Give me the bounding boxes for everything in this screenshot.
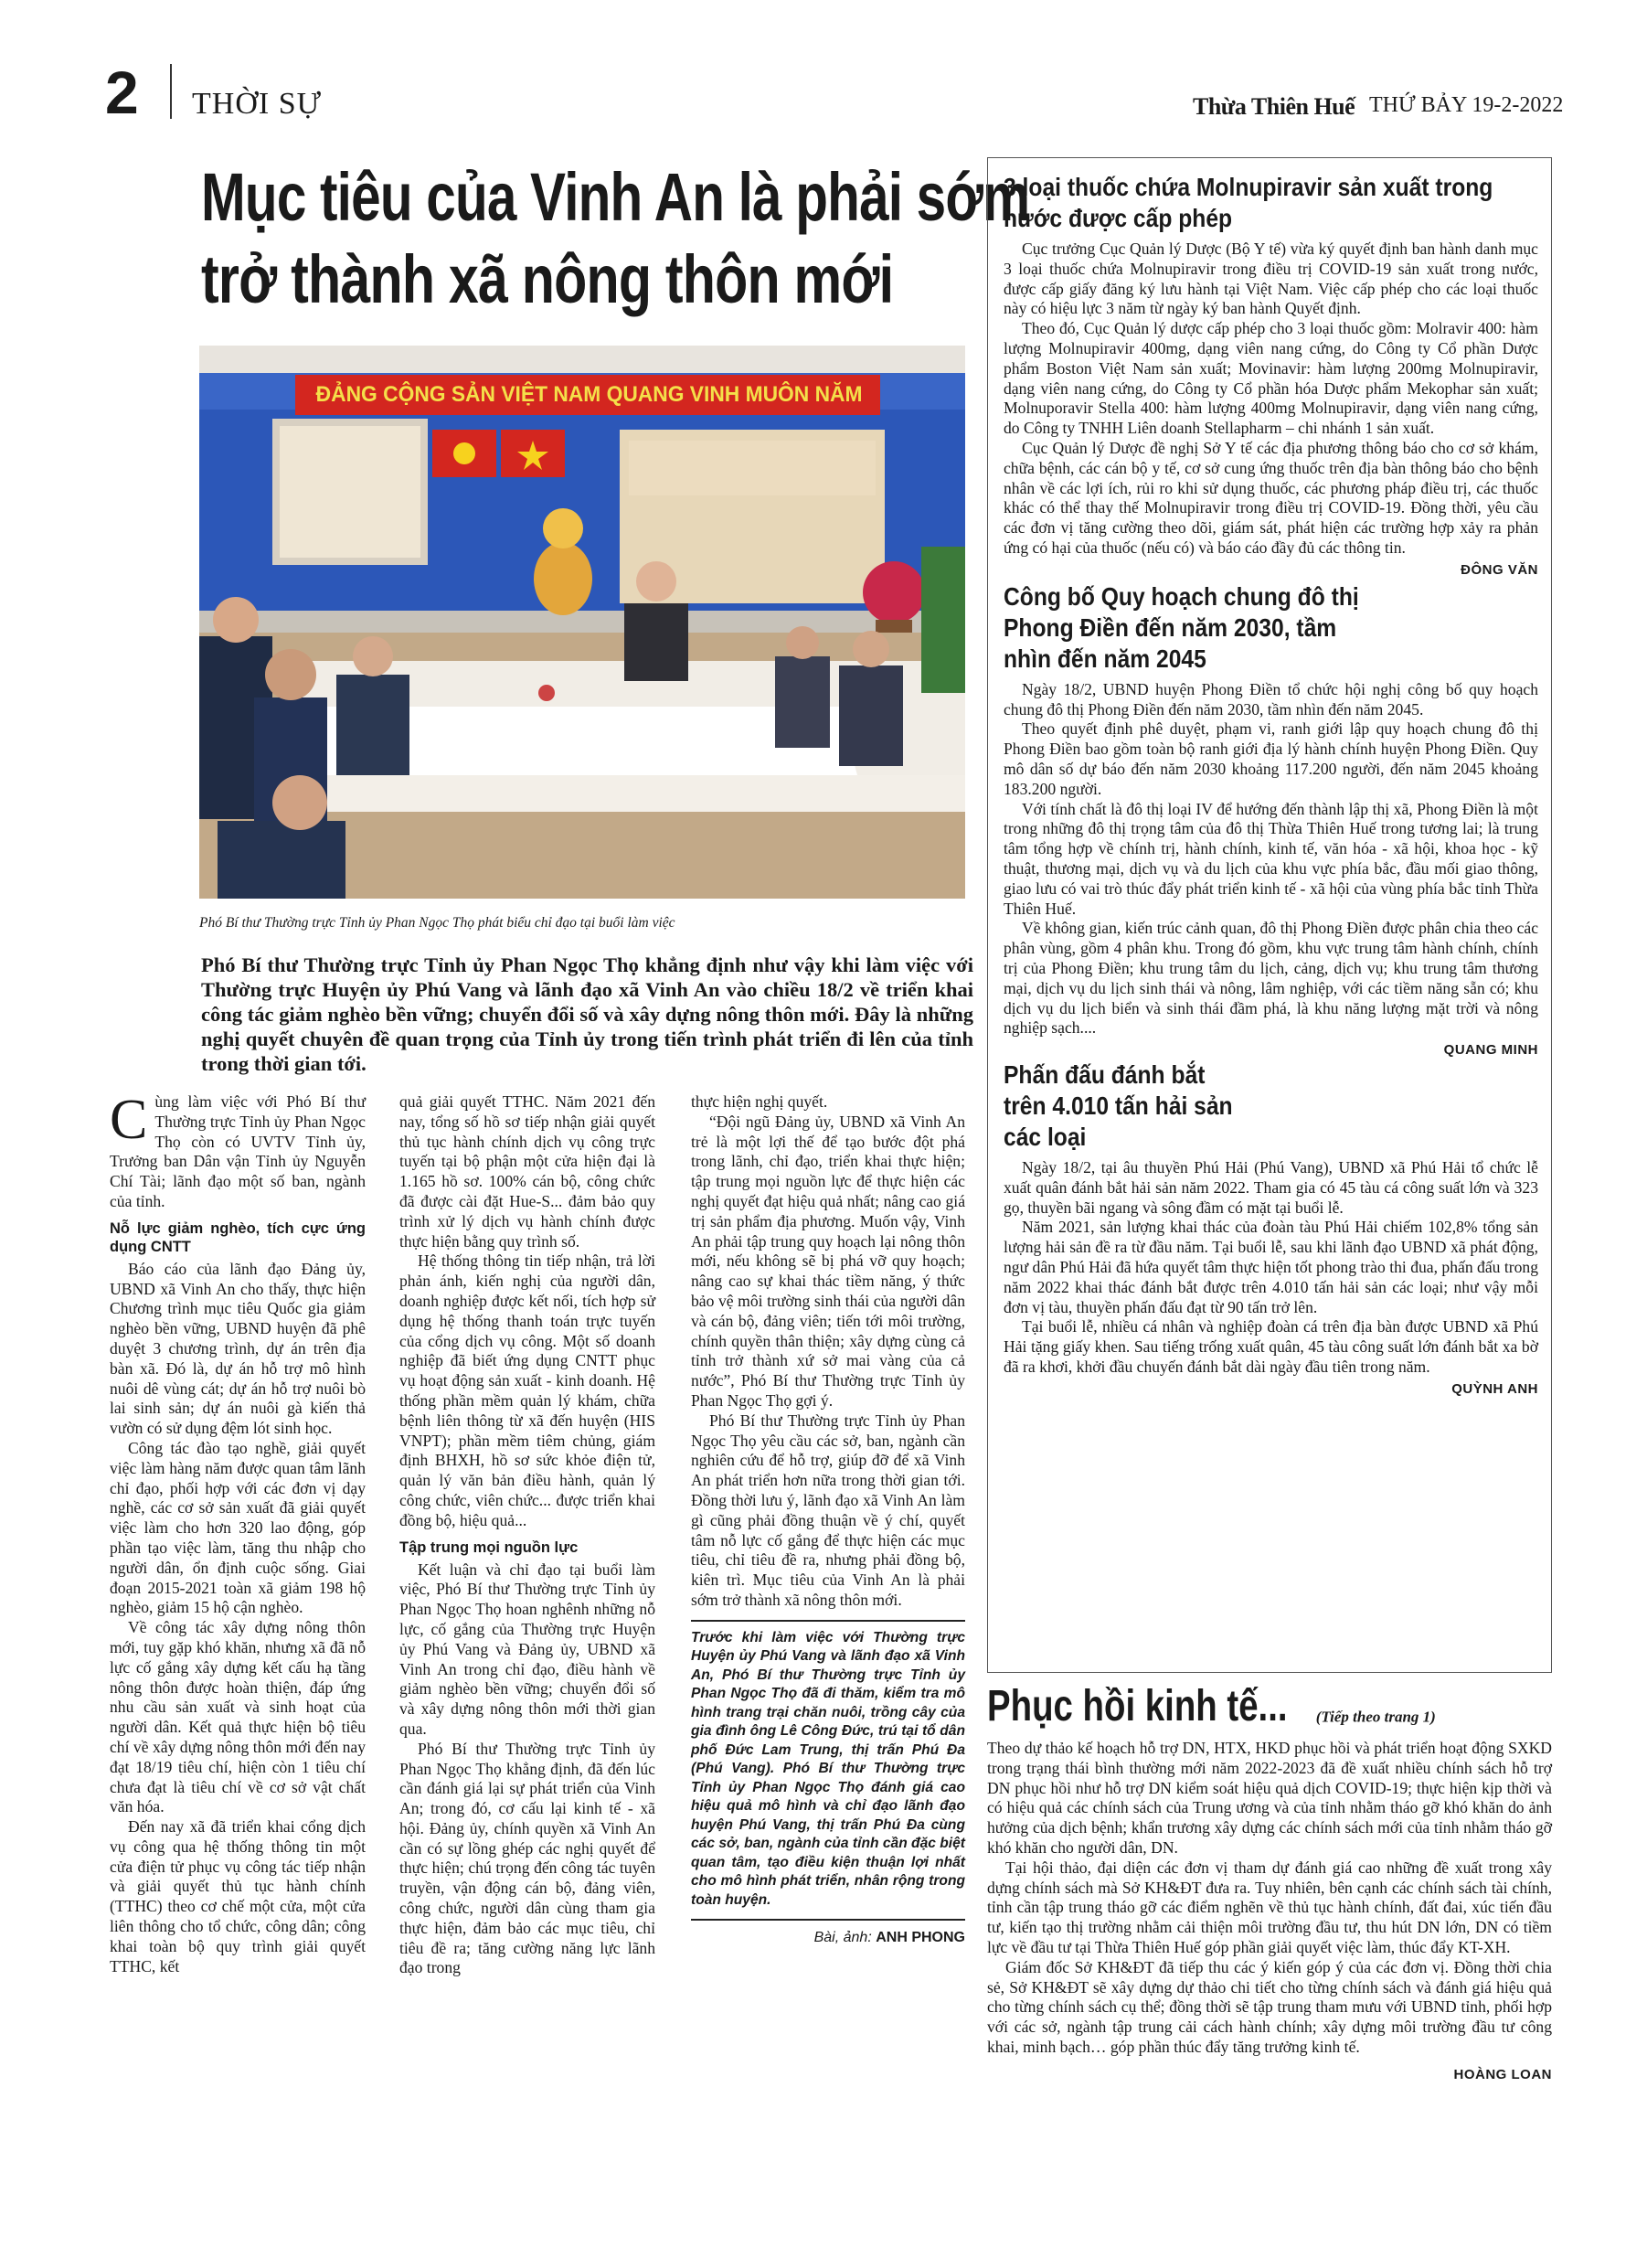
recovery-byline: HOÀNG LOAN — [1453, 2066, 1552, 2082]
recovery-continued: (Tiếp theo trang 1) — [1315, 1708, 1436, 1726]
recovery-title: Phục hồi kinh tế... — [987, 1682, 1288, 1730]
page-number: 2 — [105, 59, 139, 126]
intro-paragraph: Cùng làm việc với Phó Bí thư Thường trực Tỉnh ủy Phan Ngọc Thọ còn có UVTV Tỉnh ủy, Trưởng ban Dân vận Tỉnh ủy Nguyễn Chí Tài; lãnh đạo một số ban, ngành của tỉnh. — [110, 1089, 366, 1210]
story-phong-dien-title: Công bố Quy hoạch chung đô thị Phong Điền đến năm 2030, tầm nhìn đến năm 2045 — [1004, 581, 1359, 673]
story-fishing-title: Phấn đấu đánh bắt trên 4.010 tấn hải sản các loại — [1004, 1060, 1233, 1152]
story-phong-dien: Công bố Quy hoạch chung đô thị Phong Điền đến năm 2030, tầm nhìn đến năm 2045 Ngày 18/2, UBND huyện Phong Điền tổ chức hội nghị công bố quy hoạch chung đô thị Phong Điền đến năm 2030, tầm nhìn đến năm 2045. Theo quyết định phê duyệt, phạm vi, ranh giới lập quy hoạch chung đô thị Phong Điền bao gồm toàn bộ ranh giới địa lý hành chính huyện Phong Điền. Quy mô dân số dự báo đến năm 2030 khoảng 117.200 người, đến năm 2045 khoảng 183.200 người. Với tính chất là đô thị loại IV để hướng đến thành lập thị xã, Phong Điền là một trong những đô thị trọng tâm của đô thị Thừa Thiên Huế trong tương lai; là trung tâm tổng hợp về chính trị, hành chính, kinh tế, văn hóa - xã hội, khoa học - kỹ thuật, thương mại, dịch vụ và du lịch của khu vực phía bắc, đầu mối giao thông, giao lưu có vai trò thúc đẩy phát triển kinh tế - xã hội của vùng phía bắc tỉnh Thừa Thiên Huế. Về không gian, kiến trúc cảnh quan, đô thị Phong Điền được phân chia theo các phân vùng, gồm 4 phân khu. Trong đó gồm, khu vực trung tâm hành chính, chính trị của Phong Điền; khu trung tâm du lịch, cảng, dịch vụ; khu trung tâm thương mại, dịch vụ du lịch sinh thái và nông, lâm nghiệp, với các tiềm năng sẵn có; khu dịch vụ du lịch biển và sinh thái đầm phá, là khu năng lượng mặt trời và nông nghiệp sạch.... QUANG MINH — [1004, 581, 1538, 1059]
article-column-2: quả giải quyết TTHC. Năm 2021 đến nay, tổng số hồ sơ tiếp nhận giải quyết thủ tục hành chính dịch vụ công trực tuyến tại bộ phận một cửa hiện đại là 1.165 hồ sơ. 100% cán bộ, công chức đã được cài đặt Hue-S... đảm bảo quy trình xử lý dịch vụ hành chính được thực hiện bằng quy trình số. Hệ thống thông tin tiếp nhận, trả lời phản ánh, kiến nghị của người dân, doanh nghiệp được kết nối, tích hợp sử dụng hệ thống thanh toán trực tuyến của cổng dịch vụ công. Một số doanh nghiệp đã biết ứng dụng CNTT phục vụ hoạt động sản xuất - kinh doanh. Hệ thống phần mềm quản lý khám, chữa bệnh liên thông từ xã đến huyện (HIS VNPT); phần mềm tiêm chủng, giám định BHXH, hồ sơ sức khỏe điện tử, quản lý văn bản điều hành, quản lý công chức, viên chức... được triển khai đồng bộ, hiệu quả... Tập trung mọi nguồn lực Kết luận và chỉ đạo tại buổi làm việc, Phó Bí thư Thường trực Tỉnh ủy Phan Ngọc Thọ hoan nghênh những nỗ lực, cố gắng của Thường trực Huyện ủy Phú Vang và Đảng ủy, UBND xã Vinh An trong chỉ đạo, điều hành về giảm nghèo bền vững; chuyển đổi số và xây dựng nông thôn mới thời gian qua. Phó Bí thư Thường trực Tỉnh ủy Phan Ngọc Thọ khẳng định, đã đến lúc cần đánh giá lại sự phát triển của Vinh An; trong đó, cơ cấu lại kinh tế - xã hội. Đảng ủy, chính quyền xã Vinh An cần có sự lồng ghép các nghị quyết để thực hiện; chú trọng đến công tác tuyên truyền, vận động cán bộ, đảng viên, công chức, người dân cùng tham gia thực hiện, đảm bảo các mục tiêu, chỉ tiêu đề ra; tăng cường năng lực lãnh đạo trong — [399, 1092, 655, 1977]
issue-date: THỨ BẢY 19-2-2022 — [1369, 93, 1564, 117]
headline-line-1: Mục tiêu của Vinh An là phải sớm — [201, 159, 1030, 235]
dropcap: C — [110, 1089, 148, 1151]
header-divider — [170, 64, 172, 119]
photo-caption: Phó Bí thư Thường trực Tỉnh ủy Phan Ngọc Thọ phát biểu chỉ đạo tại buổi làm việc — [199, 915, 675, 931]
section-name: THỜI SỰ — [192, 87, 322, 121]
story-molnupiravir: 3 loại thuốc chứa Molnupiravir sản xuất trong nước được cấp phép Cục trưởng Cục Quản lý Dược (Bộ Y tế) vừa ký quyết định ban hành danh mục 3 loại thuốc chứa Molnupiravir trong điều trị COVID-19 sản xuất trong nước, được cấp giấy đăng ký lưu hành tại Việt Nam. Việc cấp phép cho các loại thuốc này có hiệu lực 3 năm từ ngày ký ban hành Quyết định. Theo đó, Cục Quản lý dược cấp phép cho 3 loại thuốc gồm: Molravir 400: hàm lượng Molnupiravir 400mg, dạng viên nang cứng, do Công ty Cổ phần Dược phẩm Boston Việt Nam sản xuất; Movinavir: hàm lượng 200mg Molnupiravir, dạng viên nang cứng, do Công ty Cổ phần hóa Dược phẩm Mekophar sản xuất; Molnuporavir Stella 400: hàm lượng 400mg Molnupiravir, dạng viên nang cứng, do Công ty TNHH Liên doanh Stellapharm – chi nhánh 1 sản xuất. Cục Quản lý Dược đề nghị Sở Y tế các địa phương thông báo cho cơ sở khám, chữa bệnh, các cán bộ y tế, cơ sở cung ứng thuốc trên địa bàn thông báo cho bệnh nhân về các lợi ích, rủi ro khi sử dụng thuốc, các phương pháp điều trị, các thuốc khác có thể thay thế Molnupiravir trong điều trị COVID-19. Đồng thời, yêu cầu các đơn vị tăng cường theo dõi, giám sát, phát hiện các trường hợp xảy ra phản ứng có hại của thuốc (nếu có) và báo cáo đầy đủ các thông tin. ĐÔNG VĂN — [1004, 173, 1538, 578]
subhead-poverty: Nỗ lực giảm nghèo, tích cực ứng dụng CNTT — [110, 1219, 366, 1255]
article-lead: Phó Bí thư Thường trực Tỉnh ủy Phan Ngọc Thọ khẳng định như vậy khi làm việc với Thường trực Huyện ủy Phú Vang và lãnh đạo xã Vinh An vào chiều 18/2 về triển khai công tác giảm nghèo bền vững; chuyển đổi số và xây dựng nông thôn mới. Đây là những nghị quyết chuyên đề quan trọng của Tỉnh ủy trong tiến trình phát triển đi lên của tỉnh trong thời gian tới. — [201, 953, 973, 1075]
sidebar — [1004, 172, 1538, 1397]
page-header — [0, 0, 1647, 137]
article-column-1: Cùng làm việc với Phó Bí thư Thường trực Tỉnh ủy Phan Ngọc Thọ còn có UVTV Tỉnh ủy, Trưởng ban Dân vận Tỉnh ủy Nguyễn Chí Tài; lãnh đạo một số ban, ngành của tỉnh. Nỗ lực giảm nghèo, tích cực ứng dụng CNTT Báo cáo của lãnh đạo Đảng ủy, UBND xã Vinh An cho thấy, thực hiện Chương trình mục tiêu Quốc gia giảm nghèo bền vững, UBND huyện đã phê duyệt 3 chương trình, dự án trên địa bàn xã. Đó là, dự án hỗ trợ mô hình nuôi dê vùng cát; dự án hỗ trợ nuôi bò lai sinh sản; dự án nuôi gà kiến thả vườn có sử dụng đệm lót sinh học. Công tác đào tạo nghề, giải quyết việc làm hàng năm được quan tâm lãnh chỉ đạo, phối hợp với các đơn vị dạy nghề, các cơ sở sản xuất đã giải quyết việc làm cho hơn 320 lao động, góp phần tạo việc làm, tăng thu nhập cho người dân, ổn định cuộc sống. Giai đoạn 2015-2021 toàn xã giảm 198 hộ nghèo, giảm 15 hộ cận nghèo. Về công tác xây dựng nông thôn mới, tuy gặp khó khăn, nhưng xã đã nỗ lực cố gắng xây dựng kết cấu hạ tầng nông thôn được hoàn thiện, đáp ứng nhu cầu sản xuất và sinh hoạt của người dân. Kết quả thực hiện bộ tiêu chí về xây dựng nông thôn mới đến nay đạt 18/19 tiêu chí, hiện còn 1 tiêu chí chưa đạt là tiêu chí về cơ sở vật chất văn hóa. Đến nay xã đã triển khai cổng dịch vụ công qua hệ thống thông tin một cửa điện tử phục vụ công tác tiếp nhận và giải quyết thủ tục hành chính (TTHC) theo cơ chế một cửa, một cửa liên thông cho tổ chức, công dân; công khai toàn bộ quy trình giải quyết TTHC, kết — [110, 1089, 366, 1975]
headline-line-2: trở thành xã nông thôn mới — [201, 241, 894, 317]
paper-name: Thừa Thiên Huế — [1193, 93, 1355, 120]
subhead-resources: Tập trung mọi nguồn lực — [399, 1539, 579, 1556]
photo-banner-text: ĐẢNG CỘNG SẢN VIỆT NAM QUANG VINH MUÔN NĂM — [315, 382, 863, 407]
main-photo — [199, 346, 965, 899]
story-fishing-byline: QUỲNH ANH — [1451, 1380, 1538, 1397]
article-note-box: Trước khi làm việc với Thường trực Huyện ủy Phú Vang và lãnh đạo xã Vinh An, Phó Bí thư Thường trực Tỉnh ủy Phan Ngọc Thọ đã đi thăm, kiểm tra mô hình trang trại chăn nuôi, trồng cây của gia đình ông Lê Công Đức, trú tại tổ dân phố Đức Lam Trung, thị trấn Phú Đa (Phú Vang). Phó Bí thư Thường trực Tỉnh ủy Phan Ngọc Thọ đánh giá cao hiệu quả mô hình và chỉ đạo lãnh đạo huyện Phú Vang, thị trấn Phú Đa cùng các sở, ban, ngành của tỉnh cần đặc biệt quan tâm, tạo điều kiện thuận lợi nhất cho mô hình phát triển, nhân rộng trong toàn huyện. — [691, 1620, 965, 1911]
recovery-heading — [987, 1680, 1552, 1733]
story-fishing: Phấn đấu đánh bắt trên 4.010 tấn hải sản các loại Ngày 18/2, tại âu thuyền Phú Hải (Phú Vang), UBND xã Phú Hải tổ chức lễ xuất quân đánh bắt hải sản năm 2022. Tham gia có 45 tàu cá công suất lớn và 323 gọ, thuyền bãi ngang và sông đầm có mặt tại buổi lễ. Năm 2021, sản lượng khai thác của đoàn tàu Phú Hải chiếm 102,8% tổng sản lượng hải sản đề ra từ đầu năm. Tại buổi lễ, sau khi lãnh đạo UBND xã phát động, ngư dân Phú Hải đã hứa quyết tâm thực hiện tốt phong trào thi đua, phấn đấu trong năm 2022 khai thác đánh bắt được trên 4.010 tấn hải sản các loại; như vậy mỗi đơn vị tàu, thuyền phấn đấu đạt từ 90 tấn trở lên. Tại buổi lễ, nhiều cá nhân và nghiệp đoàn cá trên địa bàn được UBND xã Phú Hải tặng giấy khen. Sau tiếng trống xuất quân, 45 tàu công suất lớn đánh bắt xa bờ đã ra khơi, khởi đầu chuyến đánh bắt dài ngày đầu tiên trong năm. QUỲNH ANH — [1004, 1060, 1538, 1397]
article-column-3: thực hiện nghị quyết. “Đội ngũ Đảng ủy, UBND xã Vinh An trẻ là một lợi thế để tạo bước đột phá trong lãnh, chỉ đạo, triển khai thực hiện; tập trung mọi nguồn lực để thực hiện các nghị quyết đạt hiệu quả nhất; nâng cao giá trị sản phẩm địa phương. Muốn vậy, Vinh An phải tập trung quy hoạch lại nông thôn mới, nếu không sẽ bị phá vỡ quy hoạch; nâng cao sự khai thác tiềm năng, ý thức bảo vệ môi trường sinh thái của người dân và cán bộ, đảng viên; tiến tới môi trường, chính quyền thân thiện; xây dựng cùng cả tỉnh trở thành xứ sở mai vàng của cả nước”, Phó Bí thư Thường trực Tỉnh ủy Phan Ngọc Thọ gợi ý. Phó Bí thư Thường trực Tỉnh ủy Phan Ngọc Thọ yêu cầu các sở, ban, ngành cần nghiên cứu để hỗ trợ, giúp đỡ để xã Vinh An phát triển hơn nữa trong thời gian tới. Đồng thời lưu ý, lãnh đạo xã Vinh An làm gì cũng phải đồng thuận về ý chí, quyết tâm nỗ lực cố gắng để thực hiện các mục tiêu, chỉ tiêu đề ra, nhưng phải đồng bộ, kiên trì. Mục tiêu của Vinh An là phải sớm trở thành xã nông thôn mới. Trước khi làm việc với Thường trực Huyện ủy Phú Vang và lãnh đạo xã Vinh An, Phó Bí thư Thường trực Tỉnh ủy Phan Ngọc Thọ đã đi thăm, kiểm tra mô hình trang trại chăn nuôi, trồng cây của gia đình ông Lê Công Đức, trú tại tổ dân phố Đức Lam Trung, thị trấn Phú Đa (Phú Vang). Phó Bí thư Thường trực Tỉnh ủy Phan Ngọc Thọ đánh giá cao hiệu quả mô hình và chỉ đạo lãnh đạo huyện Phú Vang, thị trấn Phú Đa cùng các sở, ban, ngành của tỉnh cần đặc biệt quan tâm, tạo điều kiện thuận lợi nhất cho mô hình phát triển, nhân rộng trong toàn huyện. Bài, ảnh: ANH PHONG — [691, 1092, 965, 1948]
story-phong-dien-byline: QUANG MINH — [1443, 1042, 1538, 1059]
article-byline: Bài, ảnh: ANH PHONG — [691, 1919, 965, 1948]
story-molnupiravir-byline: ĐÔNG VĂN — [1461, 561, 1538, 578]
main-headline — [201, 157, 1030, 320]
recovery-article: Phục hồi kinh tế... (Tiếp theo trang 1) Theo dự thảo kế hoạch hỗ trợ DN, HTX, HKD phục hồi và phát triển hoạt động SXKD trong trạng thái bình thường mới năm 2022-2023 đã đề xuất nhiều chính sách hỗ trợ DN phục hồi như hỗ trợ DN kiểm soát hiệu quả dịch COVID-19; thực hiện kịp thời và có hiệu quả các chính sách của Trung ương và của tỉnh nhằm tháo gỡ khó khăn do ảnh hưởng của dịch bệnh; khẩn trương xây dựng các chính sách mới của tỉnh nhằm tháo gỡ khó khăn cho người dân, DN. Tại hội thảo, đại diện các đơn vị tham dự đánh giá cao những đề xuất trong xây dựng chính sách mà Sở KH&ĐT đưa ra. Tuy nhiên, bên cạnh các chính sách tài chính, tỉnh cần tập trung tháo gỡ các điểm nghẽn về thủ tục hành chính, đất đai, xúc tiến đầu tư, kiến tạo thị trường nhằm cải thiện môi trường đầu tư, thu hút DN lớn, DN có tiềm lực về đầu tư tại Thừa Thiên Huế góp phần giải quyết việc làm, thúc đẩy KT-XH. Giám đốc Sở KH&ĐT đã tiếp thu các ý kiến góp ý của các đơn vị. Đồng thời chia sẻ, Sở KH&ĐT sẽ xây dựng dự thảo chi tiết cho từng chính sách và đánh giá hiệu quả cho từng chính sách cụ thể; đồng thời sẽ tập trung tham mưu với UBND tỉnh, phối hợp với các sở, ngành tập trung cải cách hành chính; xây dựng môi trường đầu tư công khai, minh bạch… góp phần thúc đẩy tăng trưởng kinh tế. HOÀNG LOAN — [987, 1682, 1552, 2082]
story-molnupiravir-title: 3 loại thuốc chứa Molnupiravir sản xuất trong nước được cấp phép — [1004, 173, 1493, 232]
meeting-photo-illustration — [199, 346, 965, 899]
